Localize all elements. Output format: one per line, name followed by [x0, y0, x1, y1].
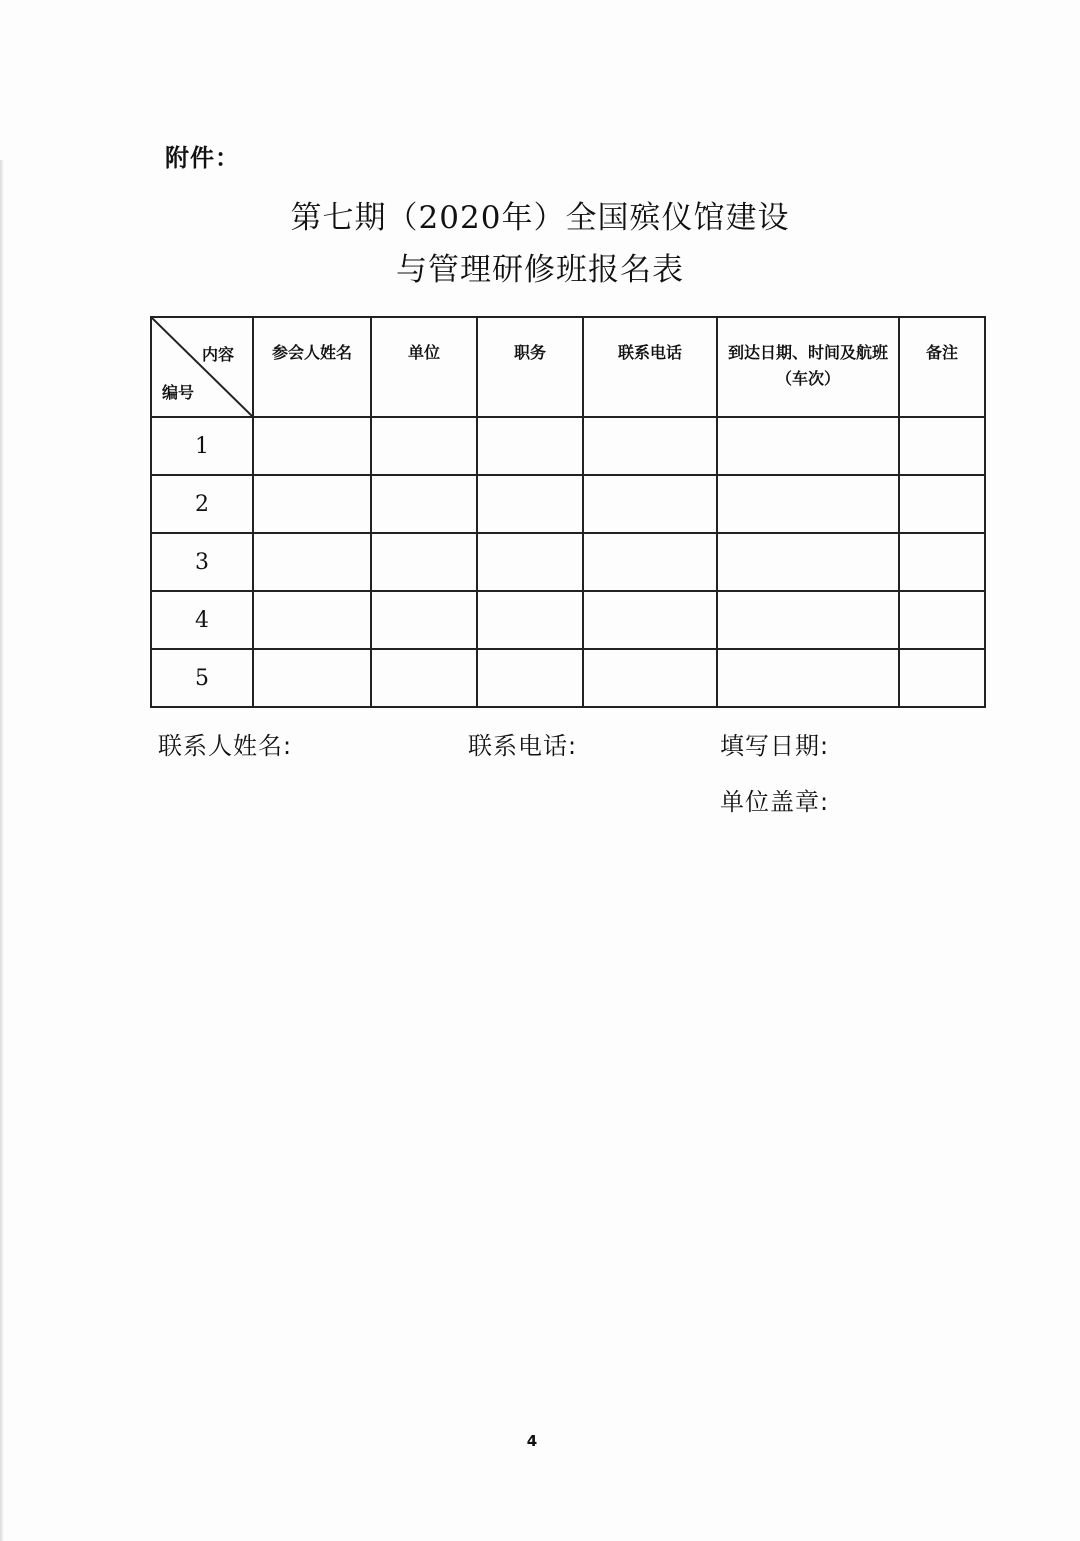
phone-cell[interactable] [583, 591, 717, 649]
organization-cell[interactable] [371, 649, 477, 707]
header-phone: 联系电话 [583, 317, 717, 417]
arrival-info-cell[interactable] [717, 533, 899, 591]
arrival-info-cell[interactable] [717, 417, 899, 475]
position-cell[interactable] [477, 591, 583, 649]
position-cell[interactable] [477, 475, 583, 533]
remarks-cell[interactable] [899, 475, 985, 533]
phone-cell[interactable] [583, 649, 717, 707]
organization-seal-label: 单位盖章: [720, 788, 830, 816]
remarks-cell[interactable] [899, 591, 985, 649]
arrival-info-cell[interactable] [717, 475, 899, 533]
organization-cell[interactable] [371, 533, 477, 591]
row-number-cell: 2 [151, 475, 253, 533]
attachment-label: 附件： [165, 144, 240, 172]
row-number-cell: 3 [151, 533, 253, 591]
attendee-name-cell[interactable] [253, 475, 371, 533]
phone-cell[interactable] [583, 533, 717, 591]
fill-date-label: 填写日期: [720, 732, 830, 760]
organization-cell[interactable] [371, 475, 477, 533]
arrival-info-cell[interactable] [717, 649, 899, 707]
diagonal-header-cell [151, 317, 253, 417]
header-remarks: 备注 [899, 317, 985, 417]
header-arrival-info: 到达日期、时间及航班（车次） [717, 317, 899, 417]
remarks-cell[interactable] [899, 533, 985, 591]
attendee-name-cell[interactable] [253, 649, 371, 707]
organization-cell[interactable] [371, 417, 477, 475]
position-cell[interactable] [477, 417, 583, 475]
table-row [151, 591, 985, 649]
organization-cell[interactable] [371, 591, 477, 649]
table-header-row [151, 317, 985, 417]
table-row [151, 649, 985, 707]
position-cell[interactable] [477, 533, 583, 591]
remarks-cell[interactable] [899, 417, 985, 475]
row-number-cell: 4 [151, 591, 253, 649]
table-row [151, 475, 985, 533]
scan-edge-shadow [0, 160, 4, 1541]
page-number: 4 [526, 1432, 538, 1450]
row-number-cell: 5 [151, 649, 253, 707]
table-row [151, 533, 985, 591]
attendee-name-cell[interactable] [253, 591, 371, 649]
header-position: 职务 [477, 317, 583, 417]
registration-table [150, 316, 986, 708]
position-cell[interactable] [477, 649, 583, 707]
contact-name-label: 联系人姓名: [158, 732, 293, 760]
phone-cell[interactable] [583, 475, 717, 533]
row-number-cell: 1 [151, 417, 253, 475]
table-row [151, 417, 985, 475]
form-title-line-1: 第七期（2020年）全国殡仪馆建设 [290, 200, 790, 236]
attendee-name-cell[interactable] [253, 417, 371, 475]
header-organization: 单位 [371, 317, 477, 417]
header-attendee-name: 参会人姓名 [253, 317, 371, 417]
phone-cell[interactable] [583, 417, 717, 475]
form-title-line-2: 与管理研修班报名表 [396, 252, 684, 288]
arrival-info-cell[interactable] [717, 591, 899, 649]
remarks-cell[interactable] [899, 649, 985, 707]
diagonal-label-content: 内容 [201, 345, 234, 364]
diagonal-label-number: 编号 [162, 383, 195, 402]
attendee-name-cell[interactable] [253, 533, 371, 591]
contact-phone-label: 联系电话: [468, 732, 578, 760]
